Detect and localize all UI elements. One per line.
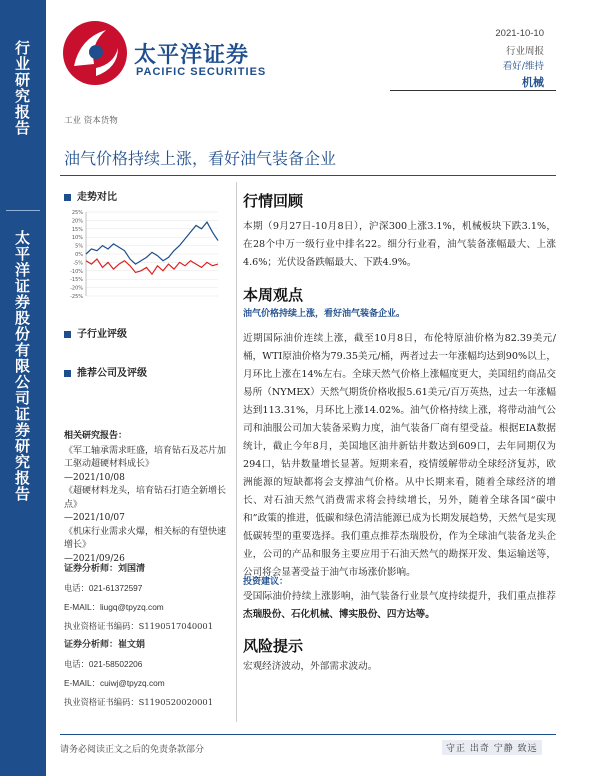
- sidebar-top-text: 行业研究报告: [13, 40, 31, 136]
- review-text: 本期（9月27日-10月8日），沪深300上涨3.1%，机械板块下跌3.1%，在28个中万一级行业中排名22。细分行业看，油气装备涨幅最大、上涨4.6%；光伏设备跌幅最大、下跌4.9%。: [243, 221, 556, 268]
- related-item[interactable]: 《超硬材料龙头，培育钻石打造全新增长点》 —2021/10/07: [64, 486, 227, 523]
- bullet-icon: [64, 331, 71, 338]
- analyst-email[interactable]: E-MAIL：cuiwj@tpyzq.com: [64, 678, 165, 688]
- trend-title: 走势对比: [77, 192, 117, 203]
- analyst-cert: 执业资格证书编码：S1190520020001: [64, 697, 213, 707]
- sub-industry-heading: [64, 325, 127, 340]
- breadcrumb: 工业 资本货物: [64, 116, 118, 126]
- footer-disclaimer: 请务必阅读正文之后的免责条款部分: [60, 745, 205, 755]
- y-tick-label: -20%: [70, 285, 83, 292]
- logo-cn: 太平洋证券: [134, 43, 250, 68]
- title-rule: [60, 175, 556, 176]
- page-title: 油气价格持续上涨，看好油气装备企业: [64, 149, 337, 168]
- invest-text: 受国际油价持续上涨影响，油气装备行业景气度持续提升，我们重点推荐杰瑞股份、石化机械、博实股份、四方达等。: [243, 591, 556, 620]
- industry-name: 机械: [522, 76, 544, 89]
- series-line-1: [86, 259, 218, 274]
- y-tick-label: 0%: [75, 252, 83, 258]
- related-title: 相关研究报告：: [64, 431, 128, 441]
- view-subtitle: 油气价格持续上涨，看好油气装备企业。: [243, 309, 406, 319]
- trend-chart: [64, 208, 226, 300]
- sidebar-band: [0, 0, 46, 776]
- invest-heading: 投资建议：: [243, 577, 289, 587]
- related-reports: [64, 430, 230, 566]
- logo-en: PACIFIC SECURITIES: [136, 66, 267, 78]
- series-line-0: [86, 222, 218, 264]
- rating: 看好/维持: [502, 61, 544, 72]
- view-text: 近期国际油价连续上涨，截至10月8日，布伦特原油价格为82.39美元/桶，WTI原油价格为79.35美元/桶，两者过去一年涨幅均达到90%以上，月环比上涨在14%左右。全球天然气价格上涨幅度更大，美国纽约商品交易所（NYMEX）天然气期货价格收报5.61美元/百万英热，过去一年涨幅达到113.31%，月环比上涨14.02%。油气价格持续上涨，将带动油气公司和油服公司加大装备采购力度，油气装备厂商有望受益。根据EIA数据统计，截止今年8月，美国地区油井新钻井数达到609口，去年同期仅为294口，钻井数量增长显著。短期来看，疫情缓解带动全球经济复苏，欧洲能源的短缺都将会支撑油气价格。从中长期来看，随着全球经济的增长、对石油天然气消费需求将会持续增长，另外，随着全球各国“碳中和”政策的推进，低碳和绿色清洁能源已成为长期发展趋势，天然气是实现低碳转型的重要选择。我们重点推荐杰瑞股份，作为全球油气装备龙头企业，公司的产品和服务主要应用于石油天然气的勘探开发、集运输送等，公司将会显著受益于油气市场涨价影响。: [243, 333, 556, 578]
- logo-icon: [60, 18, 130, 88]
- y-tick-label: -10%: [70, 268, 83, 275]
- report-date: 2021-10-10: [495, 28, 544, 39]
- analyst-name: 证券分析师：崔文娟: [64, 640, 146, 650]
- recommend-title: 推荐公司及评级: [77, 368, 147, 379]
- report-type: 行业周报: [505, 46, 544, 57]
- sidebar-bottom-text: 太平洋证券股份有限公司证券研究报告: [13, 230, 31, 502]
- footer-rule: [60, 734, 556, 735]
- risk-text: 宏观经济波动，外部需求波动。: [243, 661, 378, 672]
- y-tick-label: -25%: [70, 294, 83, 300]
- related-item[interactable]: 《机床行业需求火爆，相关标的有望快速增长》 —2021/09/26: [64, 526, 227, 564]
- bullet-icon: [64, 370, 71, 377]
- header-rule: [390, 90, 556, 91]
- trend-chart-svg: [64, 208, 226, 300]
- analyst-cert: 执业资格证书编码：S1190517040001: [64, 621, 213, 631]
- y-tick-label: 10%: [71, 235, 83, 242]
- related-item[interactable]: 《军工轴承需求旺盛，培育钻石及芯片加工驱动超硬材料成长》 —2021/10/08: [64, 445, 227, 483]
- y-tick-label: 5%: [75, 243, 83, 250]
- analyst-email[interactable]: E-MAIL：liugq@tpyzq.com: [64, 602, 164, 612]
- view-heading: 本周观点: [243, 286, 304, 304]
- y-tick-label: 25%: [71, 210, 83, 216]
- analysts-block: [64, 560, 234, 712]
- y-tick-label: 15%: [71, 226, 83, 233]
- column-divider: [236, 182, 237, 722]
- recommend-heading: [64, 364, 147, 379]
- sidebar-divider: [6, 210, 40, 211]
- bullet-icon: [64, 194, 71, 201]
- trend-heading: [64, 188, 117, 203]
- y-tick-label: 20%: [71, 218, 83, 225]
- footer-motto: 守正 出奇 宁静 致远: [442, 740, 542, 755]
- review-heading: 行情回顾: [243, 192, 304, 210]
- risk-heading: 风险提示: [243, 637, 304, 655]
- analyst-name: 证券分析师：刘国清: [64, 564, 146, 574]
- analyst-phone: 电话：021-61372597: [64, 583, 143, 593]
- company-logo: [60, 18, 130, 88]
- sub-industry-title: 子行业评级: [77, 329, 127, 340]
- y-tick-label: -5%: [73, 260, 83, 267]
- y-tick-label: -15%: [70, 277, 83, 284]
- analyst-phone: 电话：021-58502206: [64, 659, 143, 669]
